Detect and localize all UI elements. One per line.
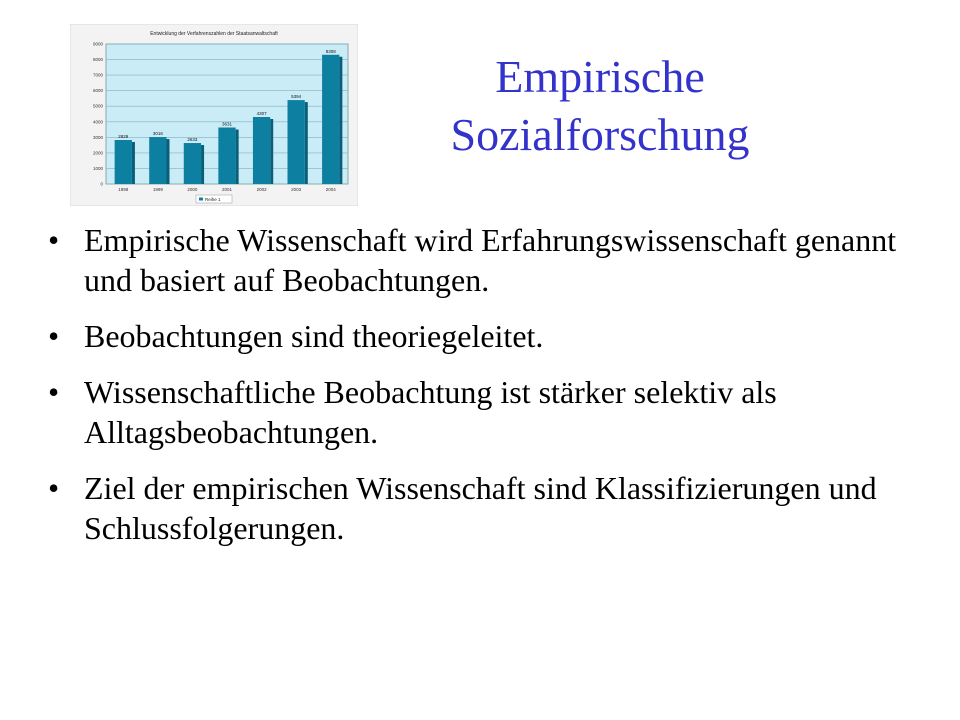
bar-value-label: 3016 [152, 131, 163, 137]
bar-side [132, 142, 135, 184]
bar-side [339, 57, 342, 184]
title-line-2: Sozialforschung [450, 108, 750, 160]
bar-side [236, 130, 239, 184]
bar-side [305, 102, 308, 184]
bullet-text: Beobachtungen sind theoriegeleitet. [84, 318, 544, 354]
bullet-item [48, 316, 928, 356]
bar-value-label: 5394 [291, 94, 302, 100]
x-tick-label: 2002 [256, 187, 267, 192]
bar [253, 117, 270, 184]
bar [149, 137, 166, 184]
bar [115, 140, 132, 184]
bar-chart [70, 24, 358, 206]
bullet-text: Empirische Wissenschaft wird Erfahrungswissenschaft genannt und basiert auf Beobachtungen. [84, 222, 897, 298]
y-tick-label: 9000 [92, 41, 103, 47]
bullet-marker: • [48, 318, 60, 354]
chart-title: Entwicklung der Verfahrenszahlen der Staatsanwaltschaft [150, 31, 278, 37]
bullet-marker: • [48, 374, 60, 410]
x-tick-label: 2001 [221, 187, 233, 192]
y-tick-label: 0 [100, 181, 103, 187]
bar [218, 128, 235, 184]
legend-label: Reihe 1 [205, 197, 221, 202]
chart-thumbnail [70, 24, 358, 206]
x-tick-label: 2004 [325, 187, 336, 192]
y-tick-label: 1000 [92, 165, 103, 171]
bar-value-label: 4307 [256, 111, 267, 117]
bar-side [270, 119, 273, 184]
bar-side [201, 145, 204, 184]
bullet-marker: • [48, 222, 60, 258]
bar [184, 143, 201, 184]
x-tick-label: 2003 [291, 187, 302, 192]
y-tick-label: 3000 [92, 134, 103, 140]
bar [288, 100, 305, 184]
legend-swatch [199, 198, 203, 201]
y-tick-label: 8000 [92, 57, 103, 63]
x-tick-label: 2000 [187, 187, 198, 192]
bar-value-label: 2829 [118, 133, 129, 139]
slide-title [380, 48, 820, 163]
bullet-item [48, 220, 928, 300]
x-tick-label: 1998 [118, 187, 129, 192]
bullet-marker: • [48, 470, 60, 506]
y-tick-label: 2000 [92, 150, 103, 156]
bar [322, 55, 339, 184]
bar-value-label: 2633 [187, 137, 198, 143]
y-tick-label: 5000 [92, 103, 103, 109]
title-line-1: Empirische [495, 51, 705, 102]
bullet-item [48, 468, 928, 548]
bar-value-label: 8308 [325, 48, 336, 54]
x-tick-label: 1999 [152, 187, 163, 192]
y-tick-label: 4000 [92, 119, 103, 125]
y-tick-label: 6000 [92, 88, 103, 94]
bullet-item [48, 372, 928, 452]
bar-value-label: 3631 [221, 121, 233, 127]
bullet-text: Ziel der empirischen Wissenschaft sind Klassifizierungen und Schlussfolgerungen. [84, 470, 877, 546]
bar-side [167, 139, 170, 184]
bullet-text: Wissenschaftliche Beobachtung ist stärker selektiv als Alltagsbeobachtungen. [84, 374, 777, 450]
y-tick-label: 7000 [92, 72, 103, 78]
bullet-list [48, 220, 928, 564]
